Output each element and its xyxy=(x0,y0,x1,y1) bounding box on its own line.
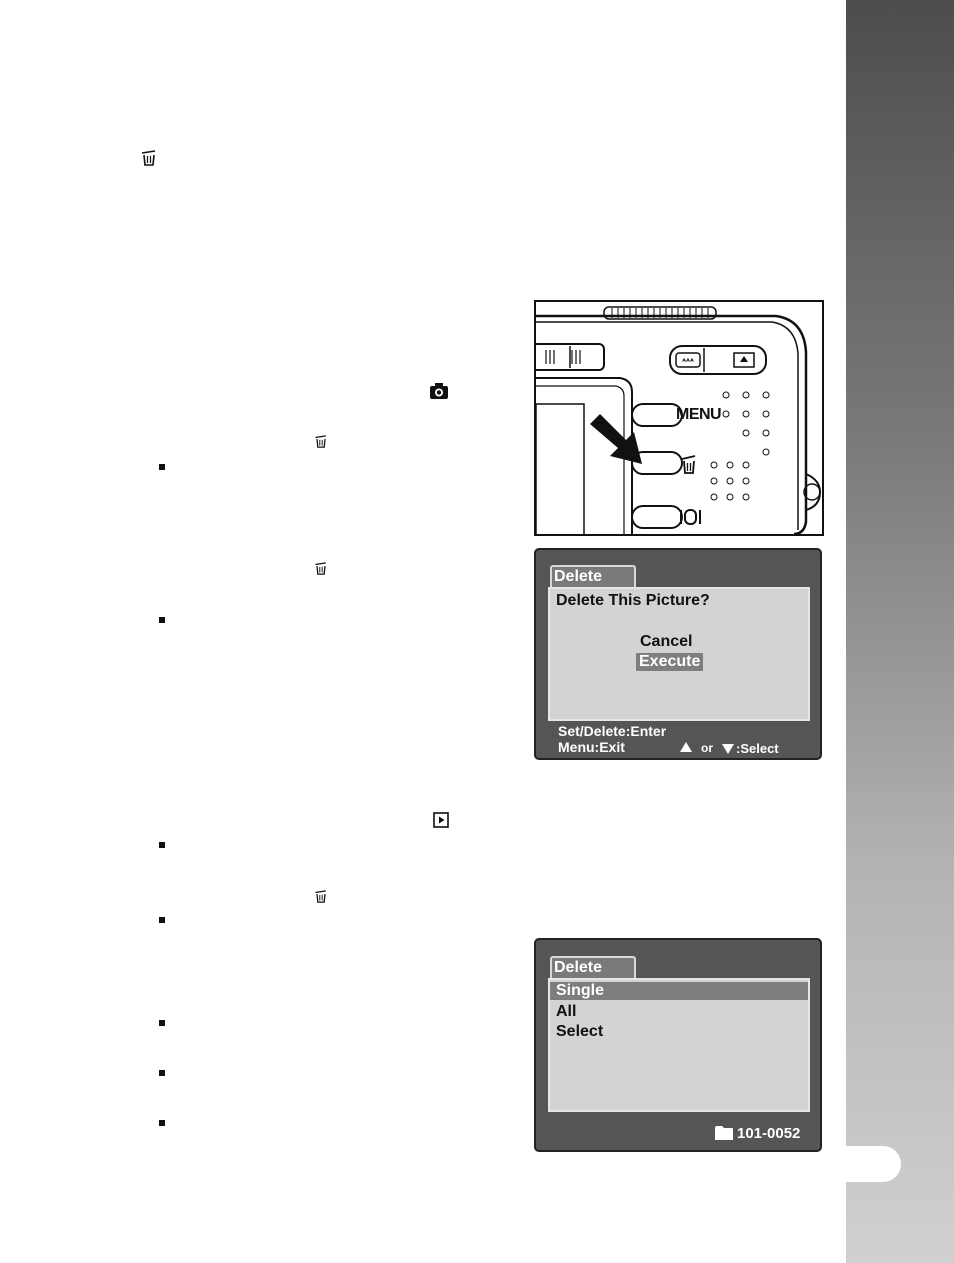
option-single[interactable]: Single xyxy=(550,982,808,1000)
bullet xyxy=(159,617,165,623)
confirm-panel xyxy=(548,587,810,721)
trash-icon xyxy=(313,560,329,577)
trash-icon xyxy=(313,433,329,450)
bullet xyxy=(159,917,165,923)
option-select[interactable]: Select xyxy=(556,1023,604,1040)
bullet xyxy=(159,464,165,470)
folder-icon xyxy=(714,1125,734,1141)
confirm-prompt: Delete This Picture? xyxy=(556,592,710,609)
screen-tab-delete: Delete xyxy=(550,956,636,980)
option-cancel[interactable]: Cancel xyxy=(640,633,693,650)
bullet xyxy=(159,1070,165,1076)
footer-exit-hint: Menu:Exit xyxy=(558,739,625,755)
trash-icon xyxy=(313,888,329,905)
svg-text:ᴬᴬᴬ: ᴬᴬᴬ xyxy=(682,357,694,366)
bullet xyxy=(159,1120,165,1126)
bullet xyxy=(159,842,165,848)
footer-or: or xyxy=(701,741,713,755)
page-number-tab xyxy=(846,1146,901,1182)
folder-file-number: 101-0052 xyxy=(737,1125,801,1142)
down-arrow-icon xyxy=(721,743,735,755)
footer-enter-hint: Set/Delete:Enter xyxy=(558,723,667,739)
side-bar xyxy=(846,0,954,1263)
delete-menu-screen xyxy=(534,938,822,1152)
bullet xyxy=(159,1020,165,1026)
menu-panel xyxy=(548,978,810,1112)
playback-icon xyxy=(433,812,449,828)
camera-back-illustration xyxy=(534,300,824,536)
option-execute[interactable]: Execute xyxy=(636,653,703,671)
screen-tab-delete: Delete xyxy=(550,565,636,589)
up-arrow-icon xyxy=(679,741,693,753)
camera-icon xyxy=(429,382,449,400)
trash-icon xyxy=(139,148,159,168)
delete-confirm-screen xyxy=(534,548,822,760)
option-all[interactable]: All xyxy=(556,1003,577,1020)
menu-button-label: MENU xyxy=(676,406,722,423)
footer-select-hint: :Select xyxy=(736,741,779,756)
